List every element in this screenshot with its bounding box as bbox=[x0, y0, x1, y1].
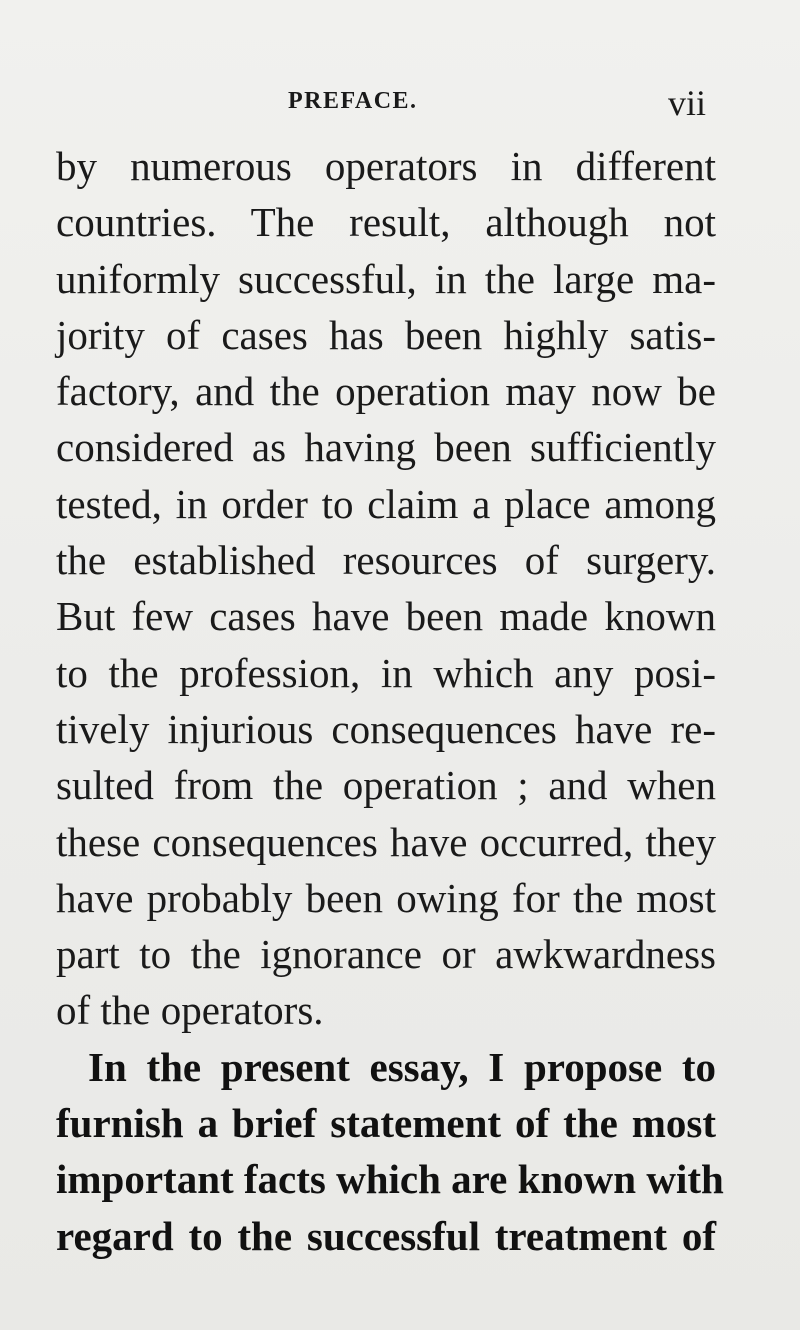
text-line: jority of cases has been highly satis- bbox=[56, 311, 716, 358]
text-line: the established resources of surgery. bbox=[56, 537, 716, 584]
text-line: by numerous operators in different bbox=[56, 143, 716, 189]
text-line: factory, and the operation may now be bbox=[56, 368, 716, 415]
text-line: these consequences have occurred, they bbox=[56, 818, 716, 865]
running-head bbox=[288, 82, 708, 122]
text-line: to the profession, in which any posi- bbox=[56, 649, 716, 696]
text-line: part to the ignorance or awkwardness bbox=[56, 931, 716, 978]
text-line: furnish a brief statement of the most bbox=[56, 1100, 716, 1147]
text-line: But few cases have been made known bbox=[56, 593, 716, 640]
text-line: uniformly successful, in the large ma- bbox=[56, 255, 716, 302]
body-text bbox=[56, 138, 724, 1264]
text-line: countries. The result, although not bbox=[56, 199, 716, 246]
text-line: of the operators. bbox=[56, 987, 324, 1034]
text-line: considered as having been sufficiently bbox=[56, 424, 716, 471]
text-line: have probably been owing for the most bbox=[56, 874, 716, 921]
text-line: sulted from the operation ; and when bbox=[56, 762, 716, 809]
page-number: vii bbox=[668, 83, 707, 123]
running-title: PREFACE. bbox=[288, 88, 418, 114]
text-line: important facts which are known with bbox=[56, 1156, 724, 1203]
text-line: tested, in order to claim a place among bbox=[56, 480, 716, 527]
text-line: In the present essay, I propose to bbox=[88, 1043, 716, 1090]
text-line: tively injurious consequences have re- bbox=[56, 705, 716, 752]
text-line: regard to the successful treatment of bbox=[56, 1212, 716, 1259]
